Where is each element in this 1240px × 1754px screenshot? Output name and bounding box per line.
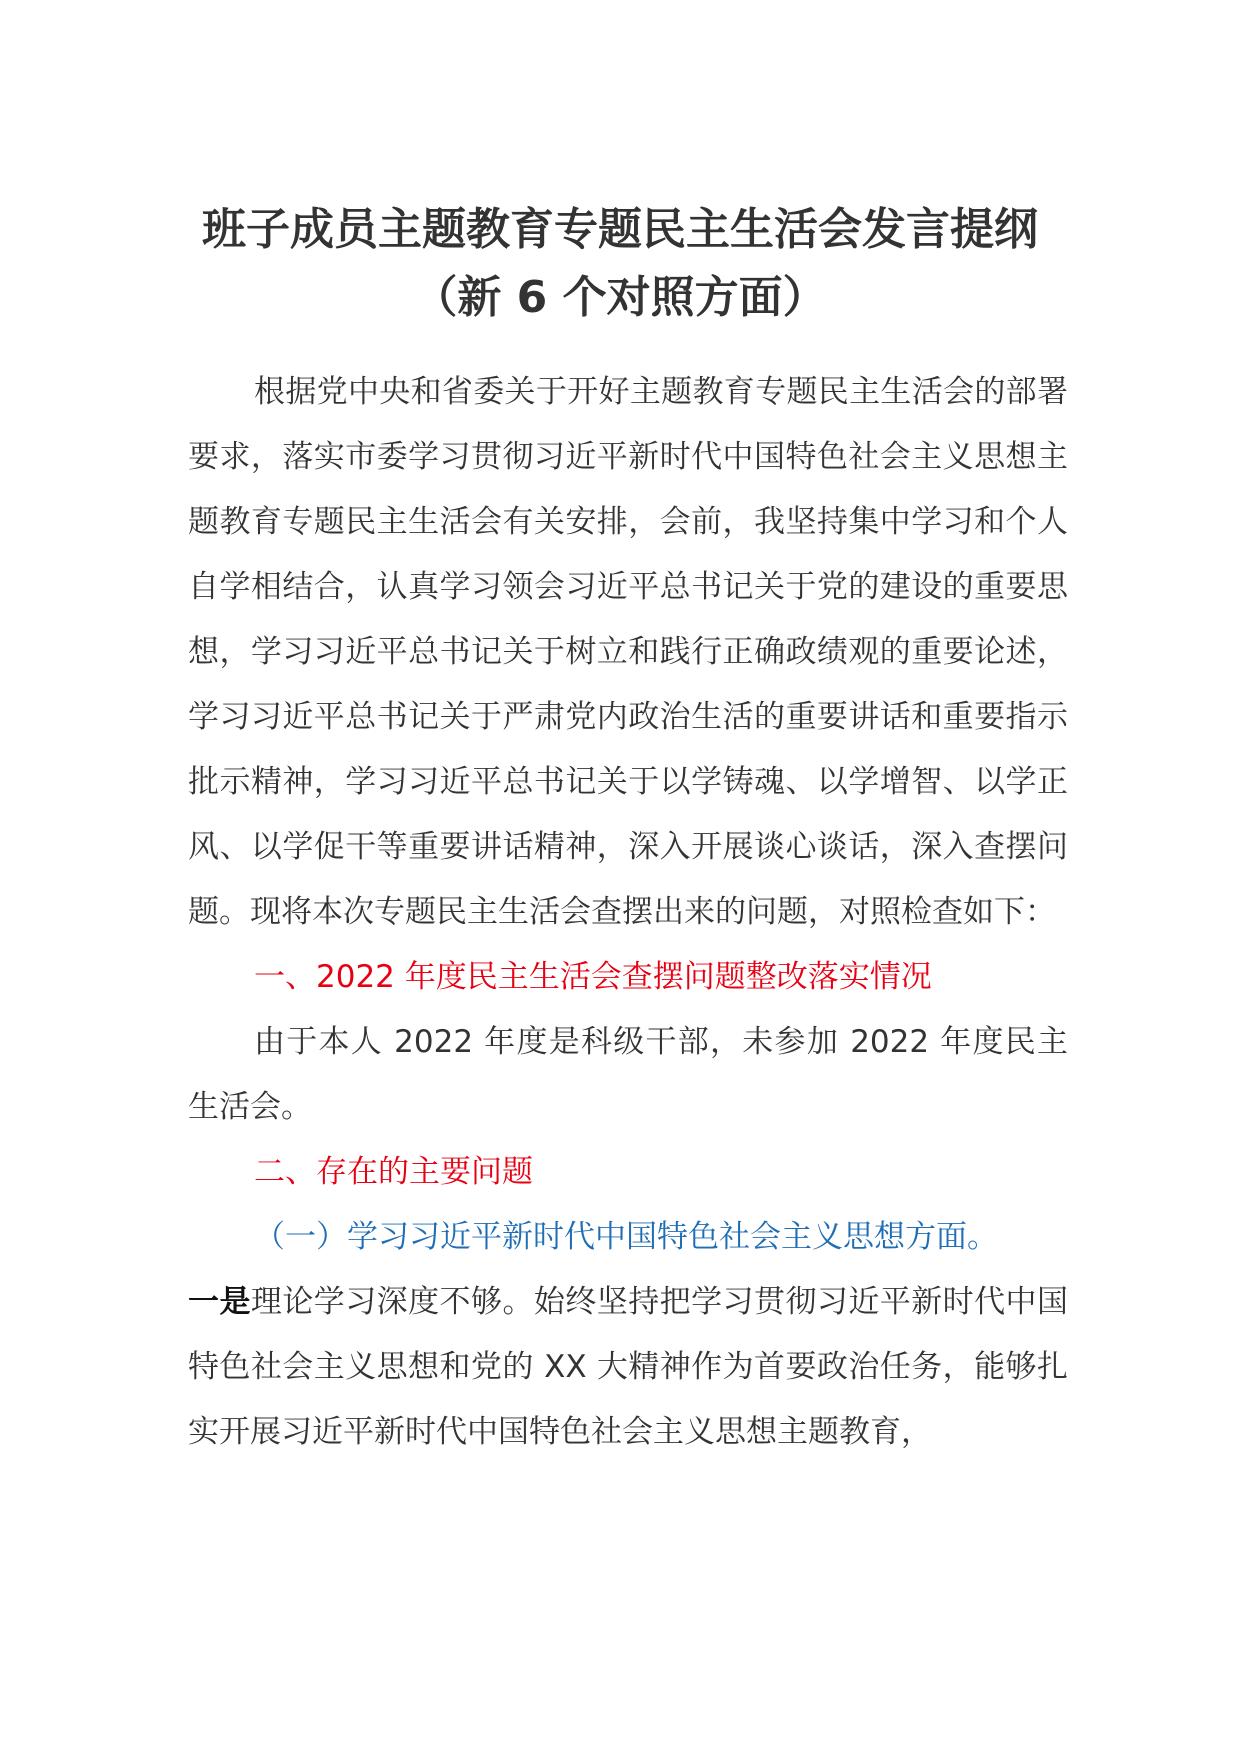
section1-paragraph: 由于本人 2022 年度是科级干部，未参加 2022 年度民主生活会。	[188, 1024, 1068, 1125]
document-title-line2: （新 6 个对照方面）	[413, 272, 827, 323]
point1-lead: 一是	[188, 1284, 251, 1320]
document-title-line1: 班子成员主题教育专题民主生活会发言提纲	[202, 204, 1038, 255]
point1-paragraph	[188, 1270, 1068, 1465]
intro-paragraph: 根据党中央和省委关于开好主题教育专题民主生活会的部署要求，落实市委学习贯彻习近平新时代中国特色社会主义思想主题教育专题民主生活会有关安排，会前，我坚持集中学习和个人自学相结合，认真学习领会习近平总书记关于党的建设的重要思想，学习习近平总书记关于树立和践行正确政绩观的重要论述，学习习近平总书记关于严肃党内政治生活的重要讲话和重要指示批示精神，学习习近平总书记关于以学铸魂、以学增智、以学正风、以学促干等重要讲话精神，深入开展谈心谈话，深入查摆问题。现将本次专题民主生活会查摆出来的问题，对照检查如下：	[188, 374, 1068, 930]
subsection1-heading: （一）学习习近平新时代中国特色社会主义思想方面。	[254, 1219, 998, 1255]
point1-text: 理论学习深度不够。始终坚持把学习贯彻习近平新时代中国特色社会主义思想和党的 XX 大精神作为首要政治任务，能够扎实开展习近平新时代中国特色社会主义思想主题教育，	[188, 1284, 1068, 1450]
document-body	[188, 360, 1068, 1465]
section2-heading: 二、存在的主要问题	[254, 1154, 533, 1190]
section1-heading: 一、2022 年度民主生活会查摆问题整改落实情况	[254, 959, 932, 995]
